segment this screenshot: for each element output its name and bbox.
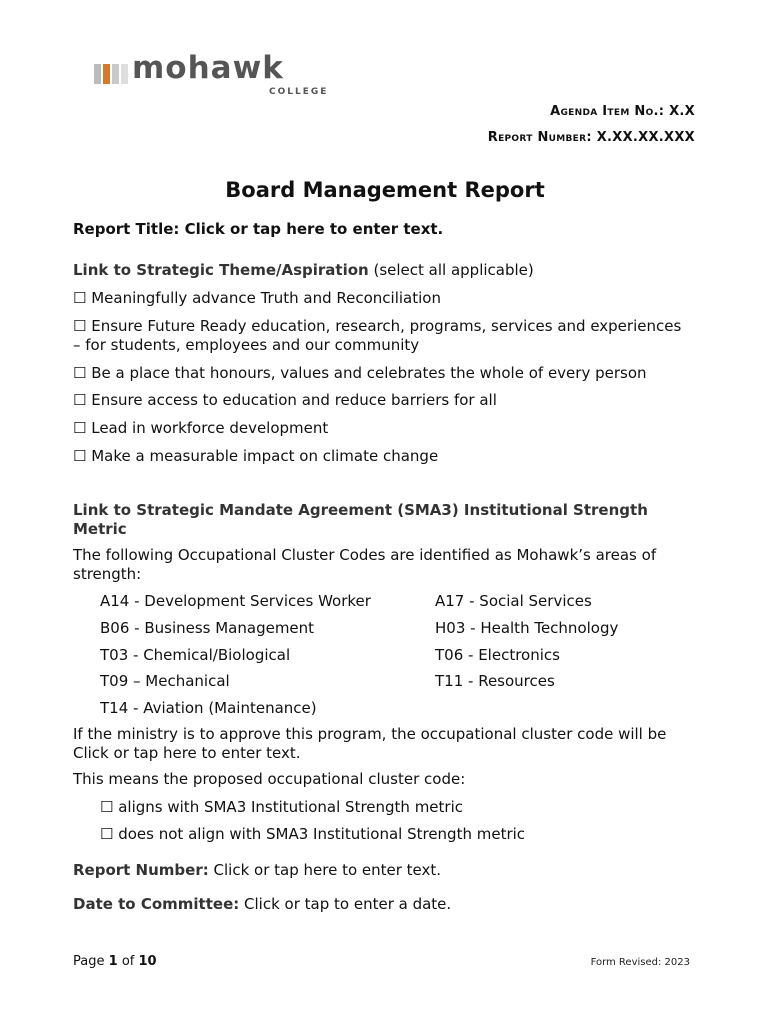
option-not-aligns-label: does not align with SMA3 Institutional Strength metric xyxy=(118,825,526,843)
cluster-code: T14 - Aviation (Maintenance) xyxy=(100,699,317,717)
page-total: 10 xyxy=(138,954,157,969)
page-number: 1 xyxy=(108,954,118,969)
cluster-code: A17 - Social Services xyxy=(435,592,592,610)
checkbox-icon[interactable]: ☐ xyxy=(73,289,87,307)
option-not-aligns xyxy=(100,825,525,844)
checkbox-icon[interactable]: ☐ xyxy=(100,825,114,843)
theme-item-future-ready-cont: – for students, employees and our community xyxy=(73,336,420,354)
report-number-line xyxy=(73,861,441,880)
report-number-header-line xyxy=(488,130,695,145)
sma-intro-line1: The following Occupational Cluster Codes are identified as Mohawk’s areas of xyxy=(73,546,657,564)
checkbox-icon[interactable]: ☐ xyxy=(73,391,87,409)
page-word: Page xyxy=(73,954,105,969)
cluster-code: T06 - Electronics xyxy=(435,646,560,664)
sma-heading-line1: Link to Strategic Mandate Agreement (SMA3) Institutional Strength xyxy=(73,501,648,519)
cluster-code: T09 – Mechanical xyxy=(100,672,230,690)
cluster-code: T11 - Resources xyxy=(435,672,555,690)
date-to-committee-label: Date to Committee: xyxy=(73,895,240,913)
theme-item-label: Be a place that honours, values and celebrates the whole of every person xyxy=(91,364,647,382)
theme-item-future-ready xyxy=(73,317,681,336)
report-number-header-value[interactable]: X.XX.XX.XXX xyxy=(596,130,695,145)
date-to-committee-line xyxy=(73,895,451,914)
checkbox-icon[interactable]: ☐ xyxy=(73,317,87,335)
means-line: This means the proposed occupational cluster code: xyxy=(73,770,466,788)
page-counter xyxy=(73,954,157,969)
cluster-code: A14 - Development Services Worker xyxy=(100,592,371,610)
checkbox-icon[interactable]: ☐ xyxy=(73,419,87,437)
checkbox-icon[interactable]: ☐ xyxy=(100,798,114,816)
theme-item-label: Ensure Future Ready education, research, programs, services and experiences xyxy=(91,317,682,335)
strategic-theme-heading xyxy=(73,261,534,280)
agenda-item-line xyxy=(550,104,695,119)
sma-intro-line2: strength: xyxy=(73,565,142,583)
cluster-code-field[interactable]: Click or tap here to enter text. xyxy=(73,744,301,762)
agenda-item-value[interactable]: X.X xyxy=(669,104,695,119)
mohawk-college-logo xyxy=(94,50,344,105)
report-number-field[interactable]: Click or tap here to enter text. xyxy=(213,861,442,879)
approve-line1: If the ministry is to approve this program, the occupational cluster code will be xyxy=(73,725,667,743)
cluster-code: T03 - Chemical/Biological xyxy=(100,646,291,664)
strategic-theme-heading-label: Link to Strategic Theme/Aspiration xyxy=(73,261,369,279)
of-word: of xyxy=(121,954,135,969)
theme-item-label: Meaningfully advance Truth and Reconciliation xyxy=(91,289,441,307)
report-number-header-label: Report Number: xyxy=(487,130,592,145)
checkbox-icon[interactable]: ☐ xyxy=(73,364,87,382)
report-title-field[interactable]: Report Title: Click or tap here to enter text. xyxy=(73,220,444,238)
report-number-label: Report Number: xyxy=(73,861,209,879)
theme-item-whole-person xyxy=(73,364,647,383)
logo-subtitle: COLLEGE xyxy=(269,87,329,97)
strategic-theme-heading-note: (select all applicable) xyxy=(373,261,534,279)
theme-item-label: Lead in workforce development xyxy=(91,419,329,437)
sma-heading-line2: Metric xyxy=(73,520,127,538)
cluster-code: H03 - Health Technology xyxy=(435,619,619,637)
page-title: Board Management Report xyxy=(225,178,545,202)
cluster-code: B06 - Business Management xyxy=(100,619,315,637)
theme-item-workforce xyxy=(73,419,328,438)
option-aligns xyxy=(100,798,463,817)
form-revised: Form Revised: 2023 xyxy=(590,957,690,968)
option-aligns-label: aligns with SMA3 Institutional Strength metric xyxy=(118,798,463,816)
theme-item-label: Make a measurable impact on climate change xyxy=(91,447,439,465)
date-to-committee-field[interactable]: Click or tap to enter a date. xyxy=(244,895,452,913)
theme-item-access xyxy=(73,391,497,410)
checkbox-icon[interactable]: ☐ xyxy=(73,447,87,465)
theme-item-climate xyxy=(73,447,438,466)
theme-item-truth-reconciliation xyxy=(73,289,441,308)
agenda-item-label: Agenda Item No.: xyxy=(550,104,665,119)
logo-wordmark: mohawk xyxy=(132,50,284,86)
theme-item-label: Ensure access to education and reduce barriers for all xyxy=(91,391,497,409)
